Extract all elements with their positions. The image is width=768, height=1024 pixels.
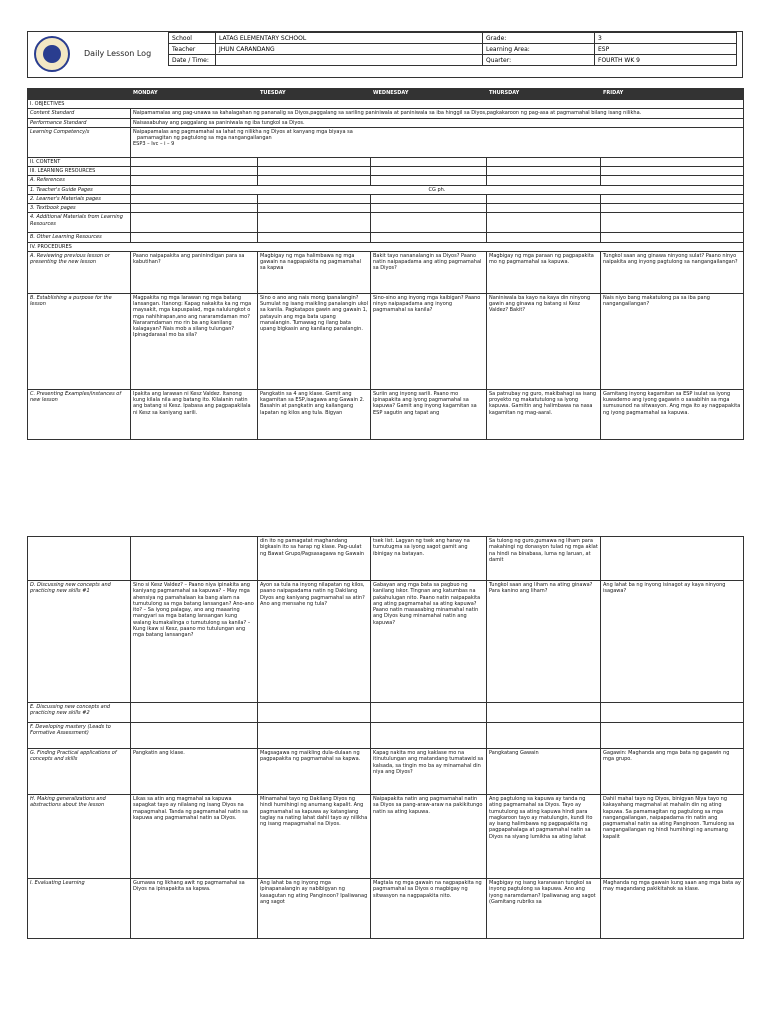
- competency-line-2: pamamagitan ng pagtulong sa mga nangangailangan: [137, 135, 272, 141]
- row-b-wednesday: Sino-sino ang inyong mga kaibigan? Paano ninyo naipapadama ang inyong pagmamahal sa kanila?: [371, 293, 487, 389]
- grade-label: Grade:: [483, 33, 595, 44]
- date-label: Date / Time:: [169, 55, 216, 66]
- cont-tuesday: din ito ng pamagatat maghandang bigkasin ito sa harap ng klase. Pag-uulat ng Bawat Grupo/Pagsasagawa ng Gawain: [258, 537, 371, 581]
- days-header-row: [28, 89, 744, 100]
- day-wednesday: WEDNESDAY: [371, 89, 487, 100]
- row-h-monday: Likas sa atin ang magmahal sa kapuwa sapagkat tayo ay nilalang ng isang Diyos na mapagmahal. Tanda ng pagmamahal natin sa kapuwa ang pagmamahal natin sa Diyos.: [131, 795, 258, 879]
- teacher-guide-label: 1. Teacher's Guide Pages: [28, 185, 131, 194]
- row-g: [28, 749, 744, 795]
- performance-standard-text: Naisasabuhay ang paggalang sa paniniwala ng iba tungkol sa Diyos.: [131, 118, 744, 127]
- other-resources-label: B. Other Learning Resources: [28, 233, 131, 242]
- quarter-label: Quarter:: [483, 55, 595, 66]
- row-h: [28, 795, 744, 879]
- row-d-tuesday: Ayon sa tula na inyong nilapatan ng kilos, paano naipapadama natin ng Dakilang Diyos ang kaniyang pagmamahal sa atin? Ano ang mensahe ng tula?: [258, 581, 371, 703]
- row-e-label: E. Discussing new concepts and practicing new skills #2: [28, 703, 131, 723]
- row-c-friday: Gamitang inyong kagamitan sa ESP isulat sa iyong kuwaderno ang iyong gagawin o sasabihin sa mga sumusunod na sitwasyon. Ang mga ito ay nagpapakita ng iyong pagmamahal sa kapuwa.: [601, 389, 744, 439]
- row-d-thursday: Tungkol saan ang liham na ating ginawa? Para kanino ang liham?: [487, 581, 601, 703]
- row-g-friday: Gagawin: Maghanda ang mga bata ng gagawin ng mga grupo.: [601, 749, 744, 795]
- competency-label: Learning Competency/s: [28, 127, 131, 157]
- row-a-thursday: Magbigay ng mga paraan ng pagpapakita mo ng pagmamahal sa kapuwa.: [487, 251, 601, 293]
- header-info-table: [168, 32, 737, 66]
- cont-thursday: Sa tulong ng guro,gumawa ng liham para makahingi ng donasyon tulad ng mga aklat na hindi na binabasa, luma ng laruan, at damit: [487, 537, 601, 581]
- competency-text: [131, 127, 744, 157]
- row-c-tuesday: Pangkatin sa 4 ang klase. Gamit ang kagamitan sa ESP,isagawa ang Gawain 2. Basahin at pangkatin ang kailangang lapatan ng kilos ang tula. Bigyan: [258, 389, 371, 439]
- content-standard-label: Content Standard: [28, 109, 131, 118]
- page-2: [0, 512, 768, 1024]
- lesson-grid-2: [27, 536, 744, 939]
- row-h-label: H. Making generalizations and abstractions about the lesson: [28, 795, 131, 879]
- row-d: [28, 581, 744, 703]
- row-d-monday: Sino si Kesz Valdez? – Paano niya ipinakita ang kaniyang pagmamahal sa kapuwa? – May mga ahensiya ng pamahalaan ka bang alam na tumutulong sa mga batang lansangan? Ano-ano ito? – Sa iyong palagay, ano ang maaaring mangyari sa mga batang lansangan kung walang kumakalinga o tumutulong sa kanila? – Kung ikaw si Kesz, paano mo tutulungan ang mga batang lansangan?: [131, 581, 258, 703]
- row-g-monday: Pangkatin ang klase.: [131, 749, 258, 795]
- row-d-friday: Ang lahat ba ng inyong isinagot ay kaya ninyong isagawa?: [601, 581, 744, 703]
- row-b-label: B. Establishing a purpose for the lesson: [28, 293, 131, 389]
- row-b-monday: Magpakita ng mga larawan ng mga batang lansangan. Itanong: Kapag nakakita ka ng mga maysakit, mga kapuspalad, mga nalulungkot o mga nahihirapan,ano ang nararamdaman mo? Nararamdaman mo rin ba ang kanilang kalagayan? Nais mob a silang tulungan? Ipinagdarasal mo ba sila?: [131, 293, 258, 389]
- content-standard-text: Naipamamalas ang pag-unawa sa kahalagahan ng pananalig sa Diyos,paggalang sa sariling paniniwala at paniniwala sa iba hinggil sa Diyos,pagkakaroon ng pag-asa at pagmamahal bilang isang nilikha.: [131, 109, 744, 118]
- day-friday: FRIDAY: [601, 89, 744, 100]
- deped-seal-icon: [34, 36, 70, 72]
- row-b-thursday: Naniniwala ba kayo na kaya din ninyong gawin ang ginawa ng batang si Kesz Valdez? Bakit?: [487, 293, 601, 389]
- row-h-friday: Dahil mahal tayo ng Diyos, binigyan Niya tayo ng kakayahang magmahal at mahalin din ng ating kapuwa. Sa pamamagitan ng pagtulong sa mga nangangailangan, naipapadama rin natin ang pagmamahal natin sa ating Panginoon. Tumulong sa nangangailangan ng hindi humihingi ng anumang kapalit: [601, 795, 744, 879]
- references-label: A. References: [28, 176, 131, 185]
- learner-materials-label: 2. Learner's Materials pages: [28, 194, 131, 203]
- log-title: Daily Lesson Log: [84, 49, 152, 58]
- row-c: [28, 389, 744, 439]
- row-f: [28, 723, 744, 749]
- learning-resources-heading: III. LEARNING RESOURCES: [28, 167, 131, 176]
- date-value: [216, 55, 483, 66]
- teacher-label: Teacher: [169, 44, 216, 55]
- row-h-thursday: Ang pagtulong sa kapuwa ay tanda ng ating pagmamahal sa Diyos. Tayo ay tumutulong sa ating kapuwa hindi para magkaroon tayo ay matulungin, kundi ito ay isang halimbawa ng pagpapakita ng pagpapahalaga at pagmamahal natin sa Diyos na siyang lumikha sa ating lahat: [487, 795, 601, 879]
- additional-materials-label: 4. Additional Materials from Learning Resources: [28, 213, 131, 233]
- row-a-wednesday: Bakit tayo nananalangin sa Diyos? Paano natin naipapadama ang ating pagmamahal sa Diyos?: [371, 251, 487, 293]
- quarter-value: FOURTH WK 9: [595, 55, 737, 66]
- row-g-tuesday: Magsagawa ng maikling dula-dulaan ng pagpapakita ng pagmamahal sa kapwa.: [258, 749, 371, 795]
- row-i-label: I. Evaluating Learning: [28, 879, 131, 939]
- row-a: [28, 251, 744, 293]
- row-g-wednesday: Kapag nakita mo ang kaklase mo na itinutulungan ang matandang tumatawid sa kalsada, sa tingin mo ba ay minamahal din niya ang Diyos?: [371, 749, 487, 795]
- row-i-tuesday: Ang lahat ba ng inyong mga ipinapanalangin ay nabibigyan ng kasagutan ng ating Panginoon? Ipaliwanag ang sagot: [258, 879, 371, 939]
- content-heading: II. CONTENT: [28, 157, 131, 166]
- row-h-tuesday: Minamahal tayo ng Dakilang Diyos ng hindi humihingi ng anumang kapalit. Ang pagmamahal sa kapuwa ay katangiang taglay na nating lahat dahil tayo ay nilikha ng isang mapagmahal na Diyos.: [258, 795, 371, 879]
- row-c-label: C. Presenting Examples/instances of new lesson: [28, 389, 131, 439]
- textbook-label: 3. Textbook pages: [28, 204, 131, 213]
- cont-monday: [131, 537, 258, 581]
- lesson-grid-1: [27, 88, 744, 440]
- day-monday: MONDAY: [131, 89, 258, 100]
- row-c-wednesday: Suriin ang inyong sarili. Paano mo ipinapakita ang iyong pagmamahal sa kapuwa? Gamit ang inyong kagamitan sa ESP sagutin ang tapat ang: [371, 389, 487, 439]
- row-i-wednesday: Magtala ng mga gawain na nagpapakita ng pagmamahal sa Diyos o magbigay ng sitwasyon na nagpapakita nito.: [371, 879, 487, 939]
- header-box: [27, 31, 743, 78]
- row-i-monday: Gumawa ng likhang awit ng pagmamahal sa Diyos na ipinapakita sa kapwa.: [131, 879, 258, 939]
- competency-line-3: ESP3 – Ivc – i – 9: [133, 141, 175, 148]
- row-e: [28, 703, 744, 723]
- row-a-label: A. Reviewing previous lesson or presenting the new lesson: [28, 251, 131, 293]
- row-i: [28, 879, 744, 939]
- teacher-value: JHUN CARANDANG: [216, 44, 483, 55]
- row-b-friday: Nais niyo bang makatulong pa sa iba pang nangangailangan?: [601, 293, 744, 389]
- cont-wednesday: tsek list. Lagyan ng tsek ang hanay na tumutugma sa iyong sagot gamit ang ibinigay na batayan.: [371, 537, 487, 581]
- row-a-friday: Tungkol saan ang ginawa ninyong sulat? Paano ninyo naipakita ang inyong pagtulong sa nangangailangan?: [601, 251, 744, 293]
- grade-value: 3: [595, 33, 737, 44]
- row-i-thursday: Magbigay ng isang karanasan tungkol sa inyong pagtulong sa kapuwa. Ano ang iyong naramdaman? Ipaliwanag ang sagot (Gamitang rubriks sa: [487, 879, 601, 939]
- row-d-label: D. Discussing new concepts and practicing new skills #1: [28, 581, 131, 703]
- row-h-wednesday: Naipapakita natin ang pagmamahal natin sa Diyos sa pang-araw-araw na pakikitungo natin sa ating kapuwa.: [371, 795, 487, 879]
- day-tuesday: TUESDAY: [258, 89, 371, 100]
- row-a-tuesday: Magbigay ng mga halimbawa ng mga gawain na nagpapakita ng pagmamahal sa kapwa: [258, 251, 371, 293]
- row-i-friday: Maghanda ng mga gawain kung saan ang mga bata ay may magandang pakikitahok sa klase.: [601, 879, 744, 939]
- competency-line-1: Naipapamalas ang pagmamahal sa lahat ng nilikha ng Diyos at kanyang mga biyaya sa: [133, 128, 353, 135]
- row-b: [28, 293, 744, 389]
- row-g-thursday: Pangkatang Gawain: [487, 749, 601, 795]
- area-value: ESP: [595, 44, 737, 55]
- row-c-monday: Ipakita ang larawan ni Kesz Valdez. Itanong kung kilala nila ang batang ito. Kilalanin natin ang batang si Kesz. Ipabasa ang pagpapakilala ni Kesz sa kaniyang sarili.: [131, 389, 258, 439]
- row-c-thursday: Sa patnubay ng guro, makibahagi sa isang proyekto ng makatutulong sa iyong kapuwa. Gamitin ang halimbawa na nasa kagamitan ng mag-aaral.: [487, 389, 601, 439]
- teacher-guide-value: CG ph.: [131, 185, 744, 194]
- row-f-label: F. Developing mastery (Leads to Formative Assessment): [28, 723, 131, 749]
- day-thursday: THURSDAY: [487, 89, 601, 100]
- school-label: School: [169, 33, 216, 44]
- objectives-heading: I. OBJECTIVES: [28, 100, 744, 109]
- area-label: Learning Area:: [483, 44, 595, 55]
- school-value: LATAG ELEMENTARY SCHOOL: [216, 33, 483, 44]
- row-d-wednesday: Gabayan ang mga bata sa pagbuo ng kanilang iskor. Tingnan ang katumbas na pakahulugan nito. Paano natin naipapakita ang ating pagmamahal sa ating kapuwa? Paano natin masasabing minamahal natin ang Diyos kung minamahal natin ang kapuwa?: [371, 581, 487, 703]
- row-g-label: G. Finding Practical applications of concepts and skills: [28, 749, 131, 795]
- performance-standard-label: Performance Standard: [28, 118, 131, 127]
- row-a-monday: Paano naipapakita ang paninindigan para sa kabutihan?: [131, 251, 258, 293]
- row-b-tuesday: Sino o ano ang nais mong ipanalangin? Sumulat ng isang maikling panalangin ukol sa kanila. Pagkatapos gawin ang gawain 1, patayuin ang mga bata upang manalangin. Tumawag ng ilang bata upang bigkasin ang kanilang panalangin.: [258, 293, 371, 389]
- procedures-heading: IV. PROCEDURES: [28, 242, 744, 251]
- cont-friday: [601, 537, 744, 581]
- row-c-continued: [28, 537, 744, 581]
